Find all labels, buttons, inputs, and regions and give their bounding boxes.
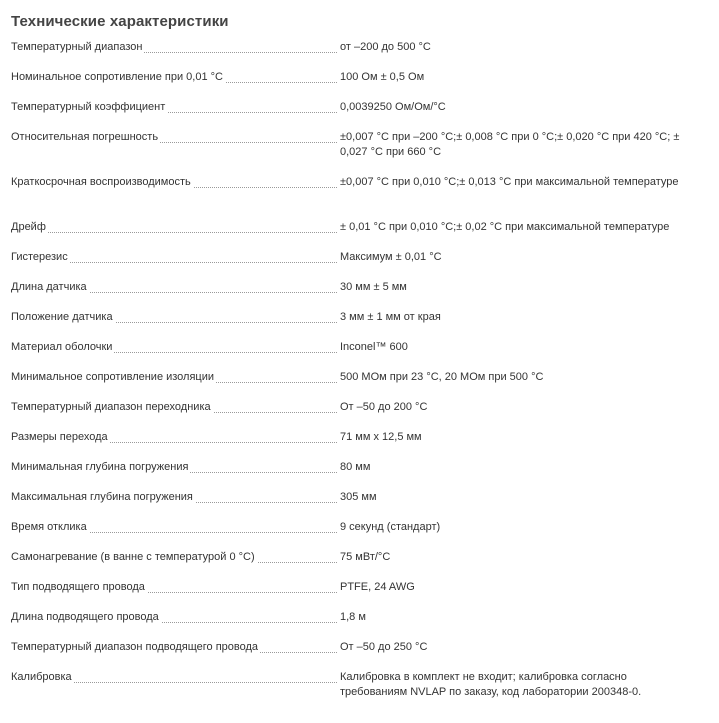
spec-label-text: Размеры перехода	[11, 431, 108, 443]
spec-label-text: Минимальное сопротивление изоляции	[11, 371, 215, 383]
spec-label-text: Температурный диапазон подводящего провода	[11, 641, 259, 653]
spec-value: 80 мм	[340, 461, 371, 473]
spec-value: ± 0,01 °C при 0,010 °C;± 0,02 °C при максимальной температуре	[340, 221, 670, 233]
spec-label	[11, 130, 337, 145]
spec-label-text: Дрейф	[11, 221, 46, 233]
spec-label	[11, 175, 337, 190]
spec-label-text: Относительная погрешность	[11, 131, 159, 143]
spec-label	[11, 400, 337, 415]
spec-value: 100 Ом ± 0,5 Ом	[340, 71, 425, 83]
spec-label	[11, 370, 337, 385]
spec-label	[11, 40, 337, 55]
spec-label	[11, 580, 337, 595]
spec-label	[11, 460, 337, 475]
spec-value: 0,0039250 Ом/Ом/°C	[340, 101, 446, 113]
spec-value: PTFE, 24 AWG	[340, 581, 415, 593]
spec-value: От –50 до 250 °C	[340, 641, 428, 653]
spec-label	[11, 430, 337, 445]
spec-label	[11, 640, 337, 655]
spec-value: 500 МОм при 23 °C, 20 МОм при 500 °C	[340, 371, 544, 383]
spec-label	[11, 70, 337, 85]
spec-label-text: Тип подводящего провода	[11, 581, 145, 593]
spec-value: 30 мм ± 5 мм	[340, 281, 407, 293]
spec-label-text: Температурный коэффициент	[11, 101, 166, 113]
spec-label	[11, 550, 337, 565]
spec-value: От –50 до 200 °C	[340, 401, 428, 413]
spec-value: 9 секунд (стандарт)	[340, 521, 441, 533]
spec-label	[11, 520, 337, 535]
spec-label-text: Материал оболочки	[11, 341, 113, 353]
spec-label	[11, 310, 337, 325]
spec-value: от –200 до 500 °C	[340, 41, 431, 53]
spec-label-text: Самонагревание (в ванне с температурой 0 °C)	[11, 551, 255, 563]
spec-label	[11, 220, 337, 235]
spec-label-text: Положение датчика	[11, 311, 113, 323]
spec-label-text: Длина подводящего провода	[11, 611, 159, 623]
spec-value: ±0,007 °C при 0,010 °C;± 0,013 °C при максимальной температуре	[340, 176, 679, 188]
page-title: Технические характеристики	[11, 13, 229, 30]
spec-label-text: Краткосрочная воспроизводимость	[11, 176, 191, 188]
spec-value: 1,8 м	[340, 611, 366, 623]
spec-label-text: Гистерезис	[11, 251, 68, 263]
spec-label	[11, 100, 337, 115]
spec-label-text: Время отклика	[11, 521, 87, 533]
spec-value: 305 мм	[340, 491, 377, 503]
spec-value: Максимум ± 0,01 °C	[340, 251, 442, 263]
spec-label	[11, 490, 337, 505]
spec-value: Inconel™ 600	[340, 341, 408, 353]
spec-label-text: Минимальная глубина погружения	[11, 461, 189, 473]
spec-label-text: Калибровка	[11, 671, 72, 683]
spec-value: 71 мм х 12,5 мм	[340, 431, 422, 443]
spec-value: 3 мм ± 1 мм от края	[340, 311, 441, 323]
spec-value: 75 мВт/°C	[340, 551, 391, 563]
spec-label-text: Температурный диапазон	[11, 41, 143, 53]
spec-value: ±0,007 °C при –200 °C;± 0,008 °C при 0 °C;± 0,020 °C при 420 °C; ± 0,027 °C при 660 °C	[340, 131, 680, 158]
spec-value: Калибровка в комплект не входит; калибровка согласно требованиям NVLAP по заказу, код лаборатории 200348-0.	[340, 671, 642, 698]
spec-label	[11, 340, 337, 355]
spec-label-text: Длина датчика	[11, 281, 87, 293]
spec-label-text: Максимальная глубина погружения	[11, 491, 193, 503]
spec-label	[11, 670, 337, 685]
spec-label	[11, 250, 337, 265]
spec-label	[11, 610, 337, 625]
spec-label	[11, 280, 337, 295]
spec-label-text: Температурный диапазон переходника	[11, 401, 211, 413]
spec-label-text: Номинальное сопротивление при 0,01 °C	[11, 71, 223, 83]
